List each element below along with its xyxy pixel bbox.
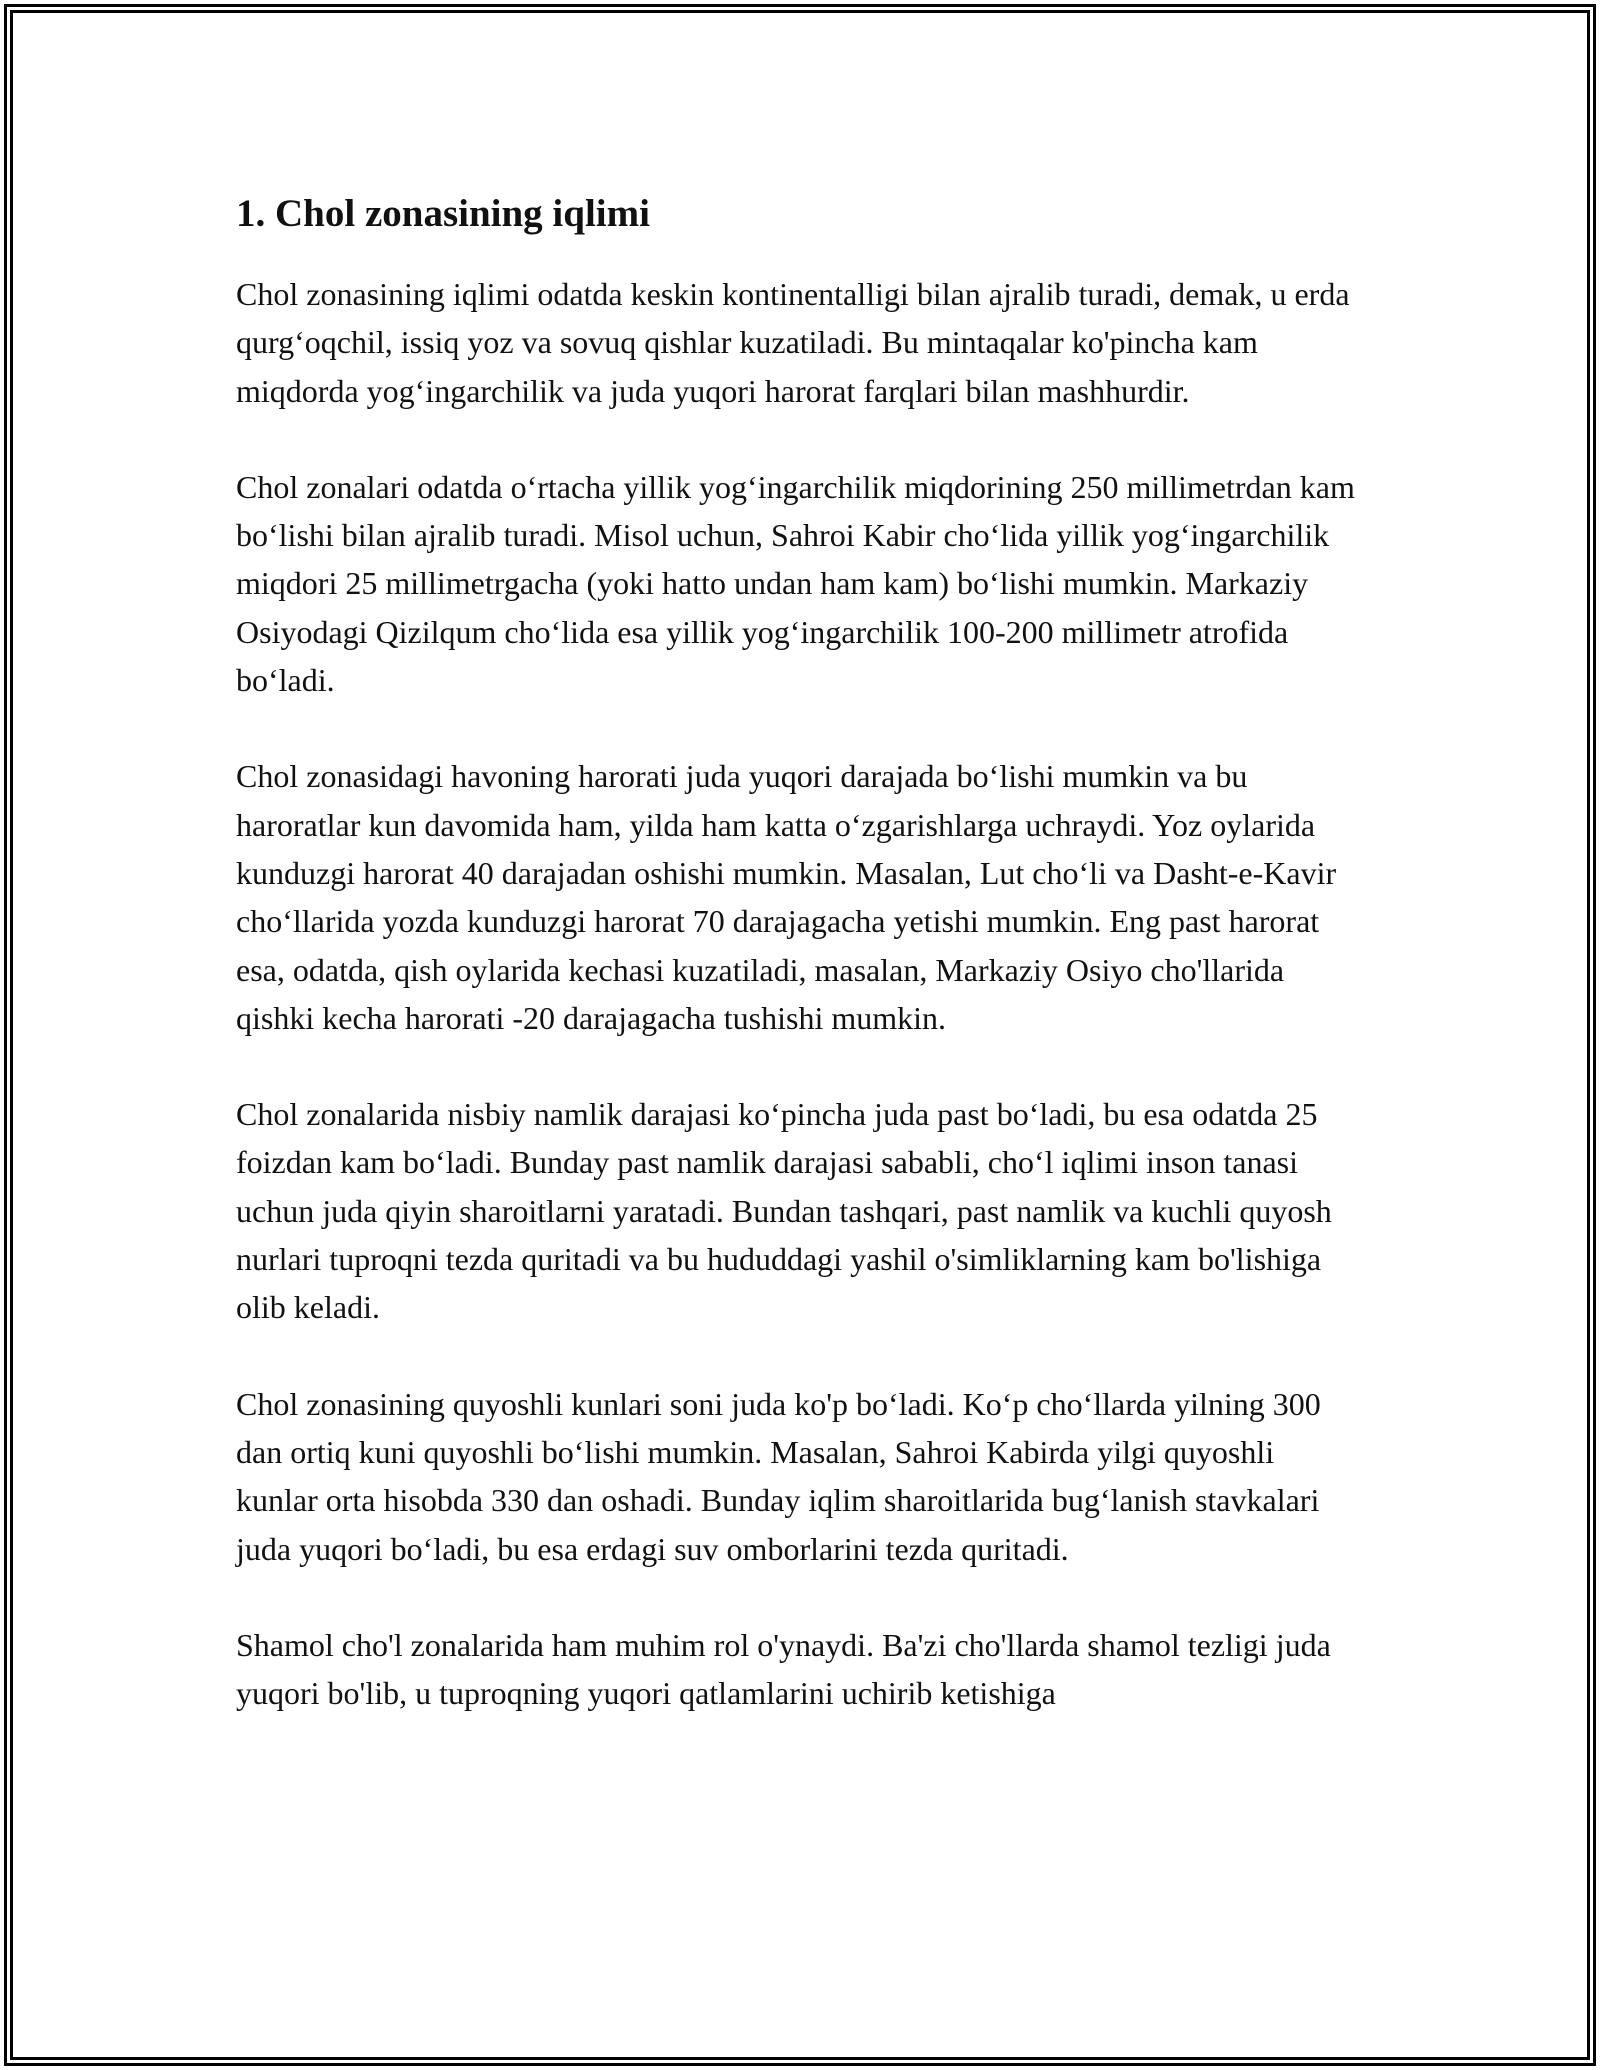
page-title: 1. Chol zonasining iqlimi — [236, 192, 650, 235]
paragraph-5: Chol zonasining quyoshli kunlari soni juda ko'p bo‘ladi. Ko‘p cho‘llarda yilning 300 dan ortiq kuni quyoshli bo‘lishi mumkin. Masalan, Sahroi Kabirda yilgi quyoshli kunlar orta hisobda 330 dan oshadi. Bunday iqlim sharoitlarida bug‘lanish stavkalari juda yuqori bo‘ladi, bu esa erdagi suv omborlarini tezda quritadi. — [236, 1385, 1321, 1567]
document-body — [236, 186, 1356, 1765]
paragraph-1: Chol zonasining iqlimi odatda keskin kontinentalligi bilan ajralib turadi, demak, u erda qurg‘oqchil, issiq yoz va sovuq qishlar kuzatiladi. Bu mintaqalar ko'pincha kam miqdorda yog‘ingarchilik va juda yuqori harorat farqlari bilan mashhurdir. — [236, 276, 1350, 409]
paragraph-2: Chol zonalari odatda o‘rtacha yillik yog‘ingarchilik miqdorining 250 millimetrdan kam bo‘lishi bilan ajralib turadi. Misol uchun, Sahroi Kabir cho‘lida yillik yog‘ingarchilik miqdori 25 millimetrgacha (yoki hatto undan ham kam) bo‘lishi mumkin. Markaziy Osiyodagi Qizilqum cho‘lida esa yillik yog‘ingarchilik 100-200 millimetr atrofida bo‘ladi. — [236, 468, 1355, 699]
paragraph-3: Chol zonasidagi havoning harorati juda yuqori darajada bo‘lishi mumkin va bu haroratlar kun davomida ham, yilda ham katta o‘zgarishlarga uchraydi. Yoz oylarida kunduzgi harorat 40 darajadan oshishi mumkin. Masalan, Lut cho‘li va Dasht-e-Kavir cho‘llarida yozda kunduzgi harorat 70 darajagacha yetishi mumkin. Eng past harorat esa, odatda, qish oylarida kechasi kuzatiladi, masalan, Markaziy Osiyo cho'llarida qishki kecha harorati -20 darajagacha tushishi mumkin. — [236, 758, 1337, 1036]
paragraph-4: Chol zonalarida nisbiy namlik darajasi ko‘pincha juda past bo‘ladi, bu esa odatda 25 foizdan kam bo‘ladi. Bunday past namlik darajasi sababli, cho‘l iqlimi inson tanasi uchun juda qiyin sharoitlarni yaratadi. Bundan tashqari, past namlik va kuchli quyosh nurlari tuproqni tezda quritadi va bu hududdagi yashil o'simliklarning kam bo'lishiga olib keladi. — [236, 1096, 1332, 1326]
paragraph-6: Shamol cho'l zonalarida ham muhim rol o'ynaydi. Ba'zi cho'llarda shamol tezligi juda yuqori bo'lib, u tuproqning yuqori qatlamlarini uchirib ketishiga — [236, 1626, 1331, 1712]
